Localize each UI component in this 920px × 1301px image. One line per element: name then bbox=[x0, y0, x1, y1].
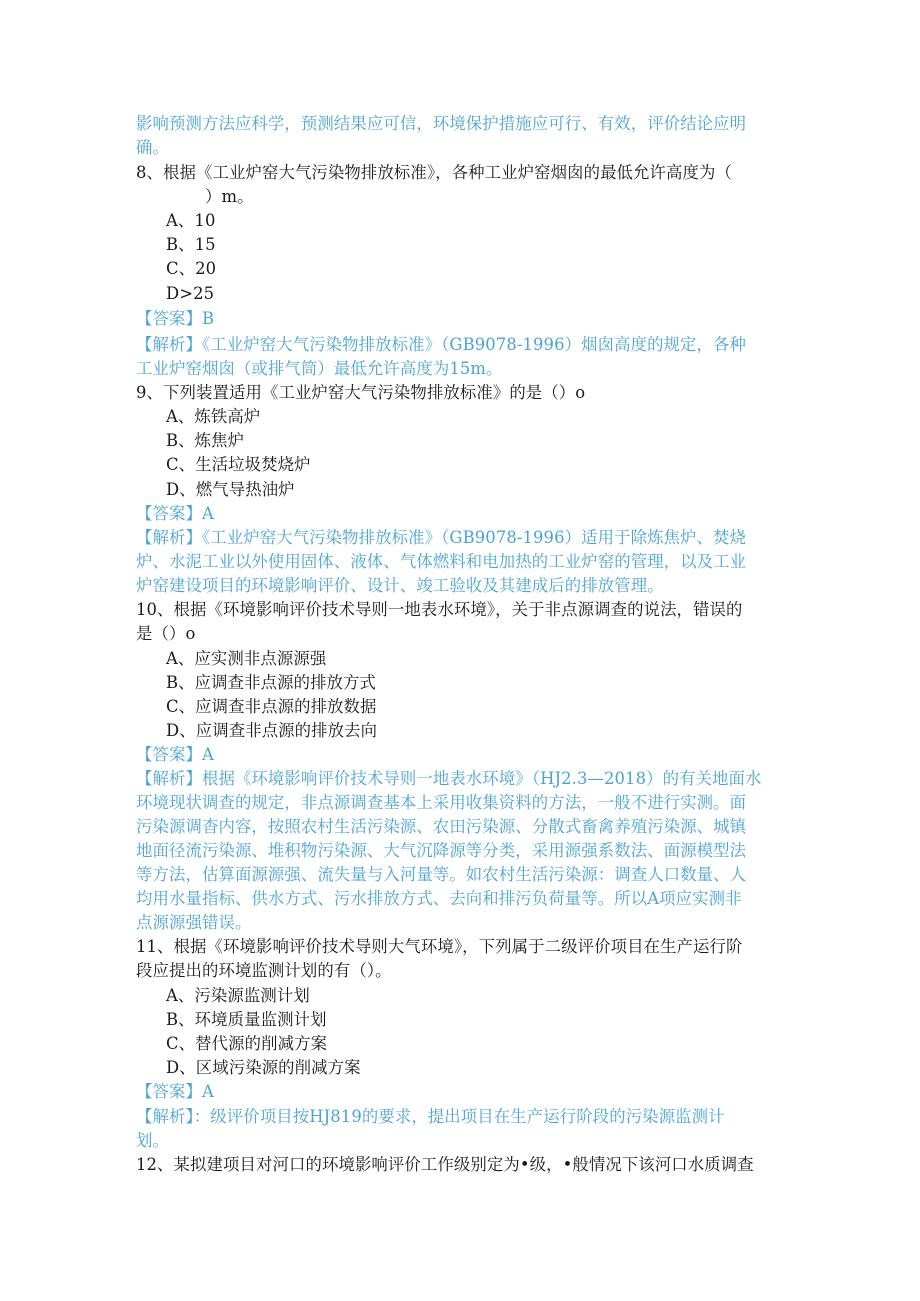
option-d: D、燃气导热油炉 bbox=[166, 480, 295, 499]
analysis-text: 炉、水泥工业以外使用固体、液体、气体燃料和电加热的工业炉窑的管理，以及工业 bbox=[136, 552, 747, 571]
answer-label: 【答案】A bbox=[136, 1082, 214, 1101]
analysis-text: 【解析】：级评价项目按HJ819的要求，提出项目在生产运行阶段的污染源监测计 bbox=[136, 1107, 725, 1126]
question-11-continued: 段应提出的环境监测计划的有（）。 bbox=[136, 961, 392, 980]
answer-label: 【答案】A bbox=[136, 504, 214, 523]
option-d: D、区域污染源的削减方案 bbox=[166, 1058, 361, 1077]
analysis-text: 污染源调杳内容，按照农村生活污染源、农田污染源、分散式畜禽养殖污染源、城镇 bbox=[136, 817, 747, 836]
analysis-text: 划。 bbox=[136, 1131, 169, 1150]
option-b: B、应调查非点源的排放方式 bbox=[166, 673, 377, 692]
option-d: D、应调查非点源的排放去向 bbox=[166, 721, 378, 740]
option-c: C、替代源的削减方案 bbox=[166, 1034, 328, 1053]
option-c: C、应调查非点源的排放数据 bbox=[166, 697, 377, 716]
option-b: B、15 bbox=[166, 235, 216, 254]
option-a: A、污染源监测计划 bbox=[166, 986, 310, 1005]
answer-label: 【答案】A bbox=[136, 745, 214, 764]
analysis-text: 炉窑建设项目的环境影响评价、设计、竣工验收及其建成后的排放管理。 bbox=[136, 576, 664, 595]
analysis-text: 环境现状调查的规定，非点源调查基本上采用收集资料的方法，一般不进行实测。面 bbox=[136, 793, 747, 812]
text-line: 影响预测方法应科学，预测结果应可信，环境保护措施应可行、有效，评价结论应明 bbox=[136, 114, 747, 133]
option-c: C、20 bbox=[166, 259, 217, 278]
question-10: 10、根据《环境影响评价技术导则一地表水环境》，关于非点源调查的说法，错误的 bbox=[136, 600, 743, 619]
question-11: 11、根据《环境影响评价技术导则大气环境》，下列属于二级评价项目在生产运行阶 bbox=[136, 937, 743, 956]
question-8: 8、根据《工业炉窑大气污染物排放标准》，各种工业炉窑烟囱的最低允许高度为（ bbox=[136, 163, 732, 182]
option-d: D>25 bbox=[166, 284, 215, 303]
question-9: 9、下列装置适用《工业炉窑大气污染物排放标准》的是（）o bbox=[136, 383, 586, 402]
analysis-text: 地面径流污染源、堆积物污染源、大气沉降源等分类，采用源强系数法、面源模型法 bbox=[136, 841, 747, 860]
option-b: B、环境质量监测计划 bbox=[166, 1010, 327, 1029]
analysis-text: 【解析】根据《环境影响评价技术导则一地表水环境》（HJ2.3—2018）的有关地面水 bbox=[136, 769, 762, 788]
question-12: 12、某拟建项目对河口的环境影响评价工作级别定为•级，•般情况下该河口水质调查 bbox=[136, 1155, 754, 1174]
option-a: A、应实测非点源源强 bbox=[166, 649, 327, 668]
analysis-text: 等方法，估算面源源强、流失量与入河量等。如农村生活污染源：调查人口数量、人 bbox=[136, 865, 747, 884]
question-10-continued: 是（）o bbox=[136, 624, 196, 643]
analysis-text: 点源源强错误。 bbox=[136, 913, 252, 932]
question-8-continued: ）m。 bbox=[205, 187, 254, 206]
option-c: C、生活垃圾焚烧炉 bbox=[166, 455, 311, 474]
answer-label: 【答案】B bbox=[136, 309, 215, 328]
analysis-text: 工业炉窑烟囱（或排气筒）最低允许高度为15m。 bbox=[136, 359, 503, 378]
analysis-text: 【解析】《工业炉窑大气污染物排放标准》（GB9078-1996）烟囱高度的规定，各种 bbox=[136, 335, 747, 354]
option-b: B、炼焦炉 bbox=[166, 431, 245, 450]
text-line: 确。 bbox=[136, 138, 169, 157]
analysis-text: 均用水量指标、供水方式、污水排放方式、去向和排污负荷量等。所以A项应实测非 bbox=[136, 889, 742, 908]
analysis-text: 【解析】《工业炉窑大气污染物排放标准》（GB9078-1996）适用于除炼焦炉、焚烧 bbox=[136, 528, 747, 547]
option-a: A、炼铁高炉 bbox=[166, 407, 261, 426]
option-a: A、10 bbox=[166, 211, 216, 230]
